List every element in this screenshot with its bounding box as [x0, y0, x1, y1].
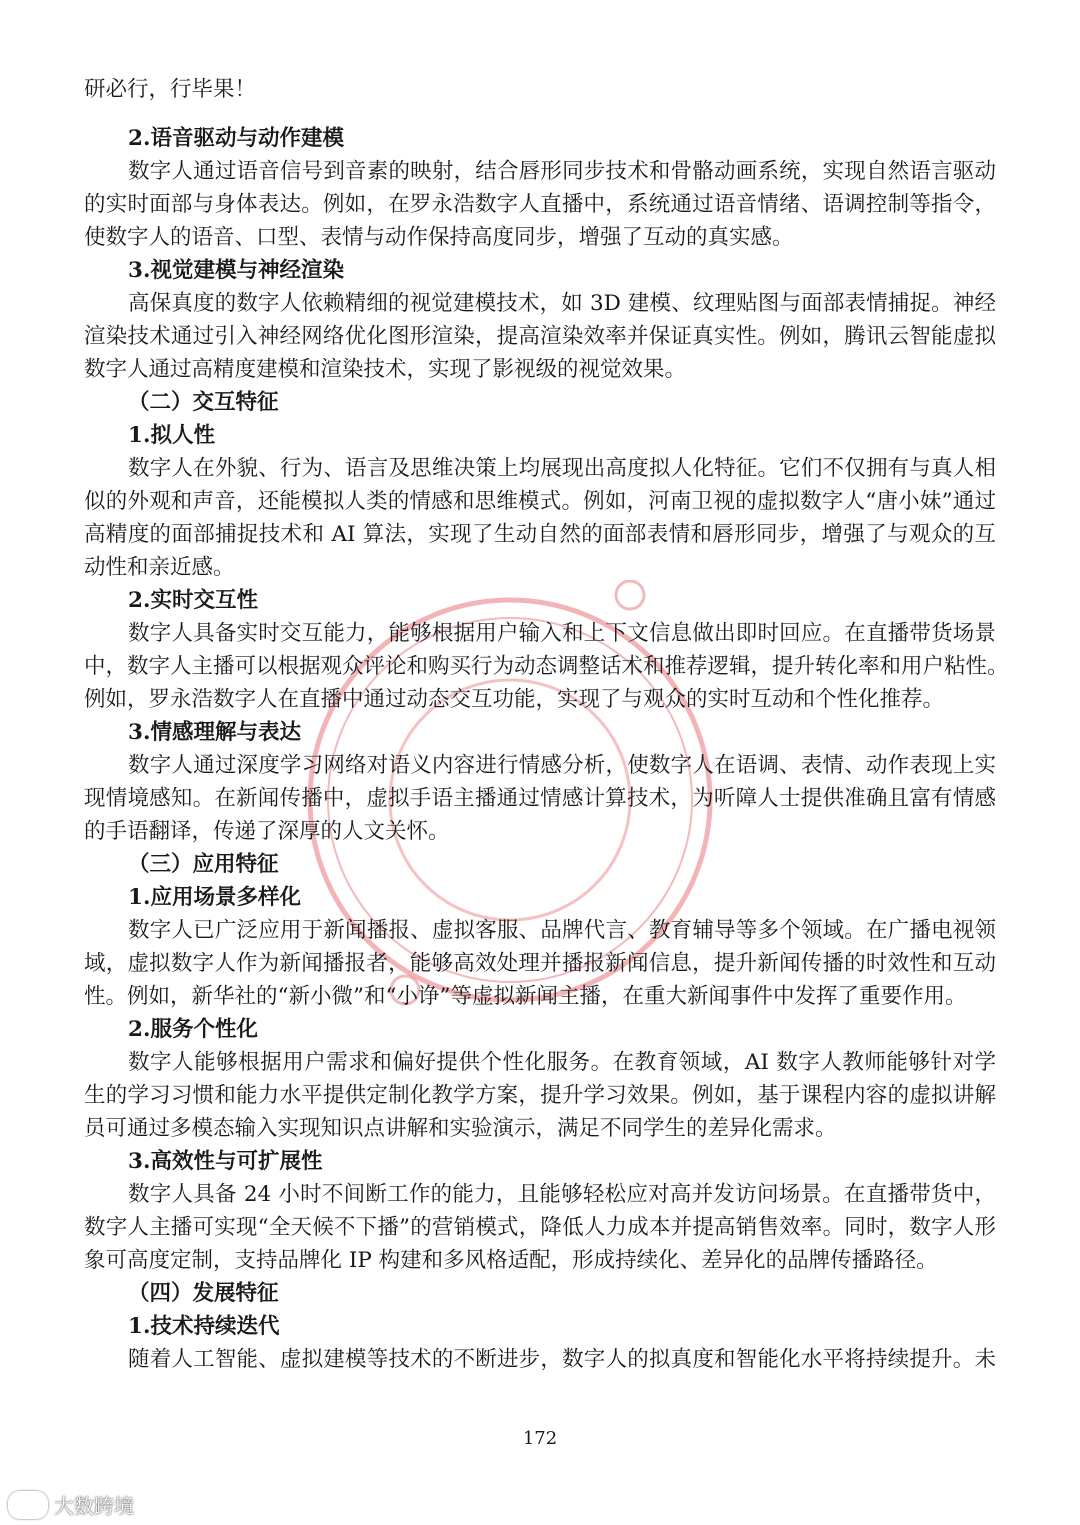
text-line: 的手语翻译，传递了深厚的人文关怀。: [84, 819, 450, 844]
text-line: 数字人通过深度学习网络对语义内容进行情感分析，使数字人在语调、表情、动作表现上实: [128, 753, 996, 778]
section-heading: （三）应用特征: [128, 852, 279, 877]
text-line: 数字人已广泛应用于新闻播报、虚拟客服、品牌代言、教育辅导等多个领域。在广播电视领: [128, 918, 996, 943]
text-line: 数字人能够根据用户需求和偏好提供个性化服务。在教育领域，AI 数字人教师能够针对学: [128, 1050, 996, 1075]
text-line: 高精度的面部捕捉技术和 AI 算法，实现了生动自然的面部表情和唇形同步，增强了与观众的互: [84, 522, 996, 547]
text-line: 数字人具备 24 小时不间断工作的能力，且能够轻松应对高并发访问场景。在直播带货中，: [128, 1182, 996, 1207]
text-line: 随着人工智能、虚拟建模等技术的不断进步，数字人的拟真度和智能化水平将持续提升。未: [128, 1347, 996, 1372]
subsection-heading: 2.语音驱动与动作建模: [128, 126, 344, 151]
subsection-heading: 2.服务个性化: [128, 1017, 258, 1042]
subsection-heading: 3.情感理解与表达: [128, 720, 301, 745]
subsection-heading: 3.视觉建模与神经渲染: [128, 258, 344, 283]
text-line: 例如，罗永浩数字人在直播中通过动态交互功能，实现了与观众的实时互动和个性化推荐。: [84, 687, 945, 712]
text-line: 使数字人的语音、口型、表情与动作保持高度同步，增强了互动的真实感。: [84, 225, 794, 250]
watermark-logo-icon: [8, 1491, 48, 1519]
section-heading: （四）发展特征: [128, 1281, 279, 1306]
text-line: 数字人通过高精度建模和渲染技术，实现了影视级的视觉效果。: [84, 357, 687, 382]
text-line: 渲染技术通过引入神经网络优化图形渲染，提高渲染效率并保证真实性。例如，腾讯云智能虚拟: [84, 324, 996, 349]
text-line: 现情境感知。在新闻传播中，虚拟手语主播通过情感计算技术，为听障人士提供准确且富有情感: [84, 786, 996, 811]
text-line: 数字人主播可实现“全天候不下播”的营销模式，降低人力成本并提高销售效率。同时，数字人形: [84, 1215, 996, 1240]
text-line: 域，虚拟数字人作为新闻播报者，能够高效处理并播报新闻信息，提升新闻传播的时效性和互动: [84, 951, 996, 976]
watermark: [8, 1490, 134, 1519]
subsection-heading: 1.技术持续迭代: [128, 1314, 280, 1339]
text-line: 生的学习习惯和能力水平提供定制化教学方案，提升学习效果。例如，基于课程内容的虚拟讲解: [84, 1083, 996, 1108]
page-number: 172: [522, 1428, 558, 1449]
text-line: 象可高度定制，支持品牌化 IP 构建和多风格适配，形成持续化、差异化的品牌传播路径。: [84, 1248, 938, 1273]
text-line: 员可通过多模态输入实现知识点讲解和实验演示，满足不同学生的差异化需求。: [84, 1116, 837, 1141]
section-heading: （二）交互特征: [128, 390, 279, 415]
text-line: 动性和亲近感。: [84, 555, 235, 580]
text-line: 中，数字人主播可以根据观众评论和购买行为动态调整话术和推荐逻辑，提升转化率和用户粘性。: [84, 654, 1009, 679]
text-line: 的实时面部与身体表达。例如，在罗永浩数字人直播中，系统通过语音情绪、语调控制等指令，: [84, 192, 996, 217]
text-line: 数字人通过语音信号到音素的映射，结合唇形同步技术和骨骼动画系统，实现自然语言驱动: [128, 159, 996, 184]
subsection-heading: 1.应用场景多样化: [128, 885, 301, 910]
text-line: 似的外观和声音，还能模拟人类的情感和思维模式。例如，河南卫视的虚拟数字人“唐小妹”通过: [84, 489, 996, 514]
text-line: 数字人在外貌、行为、语言及思维决策上均展现出高度拟人化特征。它们不仅拥有与真人相: [128, 456, 996, 481]
text-line: 高保真度的数字人依赖精细的视觉建模技术，如 3D 建模、纹理贴图与面部表情捕捉。神经: [128, 291, 996, 316]
subsection-heading: 2.实时交互性: [128, 588, 258, 613]
text-line: 数字人具备实时交互能力，能够根据用户输入和上下文信息做出即时回应。在直播带货场景: [128, 621, 996, 646]
subsection-heading: 3.高效性与可扩展性: [128, 1149, 323, 1174]
subsection-heading: 1.拟人性: [128, 423, 215, 448]
watermark-text: 大数跨境: [54, 1494, 134, 1518]
text-line: 性。例如，新华社的“新小微”和“小诤”等虚拟新闻主播，在重大新闻事件中发挥了重要作用。: [84, 984, 967, 1009]
text-line: 研必行，行毕果！: [84, 77, 257, 102]
